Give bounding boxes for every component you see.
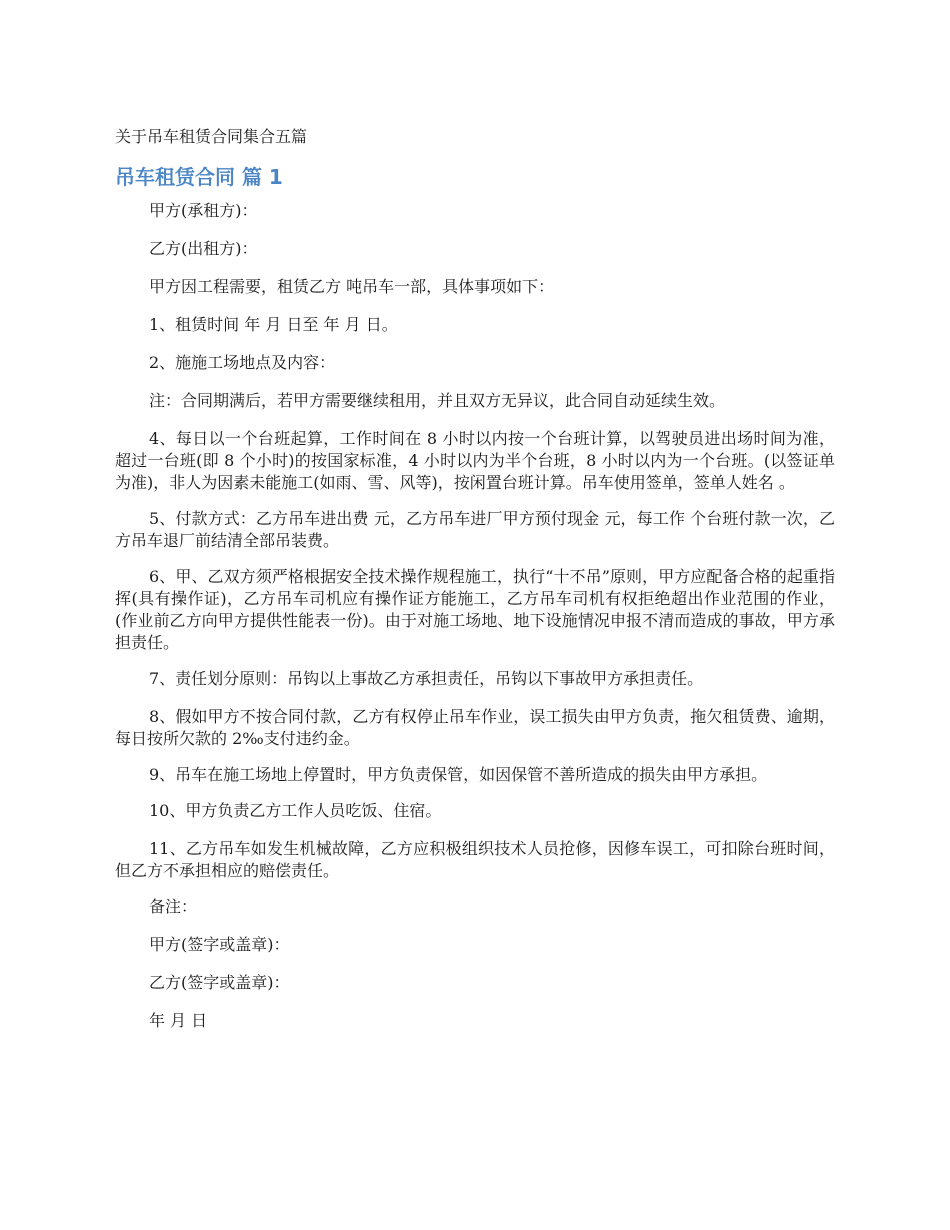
party-a-line: 甲方(承租方)：	[149, 201, 258, 220]
clause-6: 6、甲、乙双方须严格根据安全技术操作规程施工，执行“十不吊”原则，甲方应配备合格的起重指挥(具有操作证)，乙方吊车司机应有操作证方能施工，乙方吊车司机有权拒绝超出作业范围的作业，(作业前乙方向甲方提供性能表一份)。由于对施工场地、地下设施情况申报不清而造成的事故，甲方承担责任。	[115, 567, 835, 652]
clause-11: 11、乙方吊车如发生机械故障，乙方应积极组织技术人员抢修，因修车误工，可扣除台班时间，但乙方不承担相应的赔偿责任。	[115, 839, 835, 880]
section-heading: 吊车租赁合同 篇 1	[115, 165, 283, 189]
clause-9: 9、吊车在施工场地上停置时，甲方负责保管，如因保管不善所造成的损失由甲方承担。	[149, 765, 768, 784]
party-a-signature-line: 甲方(签字或盖章)：	[149, 935, 290, 954]
clause-7: 7、责任划分原则：吊钩以上事故乙方承担责任，吊钩以下事故甲方承担责任。	[149, 669, 704, 688]
clause-1: 1、租赁时间 年 月 日至 年 月 日。	[149, 315, 398, 334]
clause-5: 5、付款方式：乙方吊车进出费 元，乙方吊车进厂甲方预付现金 元，每工作 个台班付款一次，乙方吊车退厂前结清全部吊装费。	[115, 509, 835, 550]
document-title: 关于吊车租赁合同集合五篇	[115, 127, 308, 146]
date-line: 年 月 日	[149, 1011, 208, 1030]
note-paragraph: 注：合同期满后，若甲方需要继续租用，并且双方无异议，此合同自动延续生效。	[149, 391, 726, 410]
clause-4: 4、每日以一个台班起算，工作时间在 8 小时以内按一个台班计算，以驾驶员进出场时间为准，超过一台班(即 8 个小时)的按国家标准，4 小时以内为半个台班，8 小时以内为一个台班。(以签证单为准)，非人为因素未能施工(如雨、雪、风等)，按闲置台班计算。吊车使用签单，签单人姓名 。	[115, 429, 835, 492]
remarks-line: 备注：	[149, 897, 198, 916]
clause-2: 2、施施工场地点及内容：	[149, 353, 336, 372]
intro-paragraph: 甲方因工程需要，租赁乙方 吨吊车一部，具体事项如下：	[149, 277, 555, 296]
clause-8: 8、假如甲方不按合同付款，乙方有权停止吊车作业，误工损失由甲方负责，拖欠租赁费、逾期，每日按所欠款的 2‰支付违约金。	[115, 707, 835, 748]
clause-10: 10、甲方负责乙方工作人员吃饭、住宿。	[149, 801, 442, 820]
contract-body	[115, 200, 835, 1048]
party-b-line: 乙方(出租方)：	[149, 239, 258, 258]
party-b-signature-line: 乙方(签字或盖章)：	[149, 973, 290, 992]
